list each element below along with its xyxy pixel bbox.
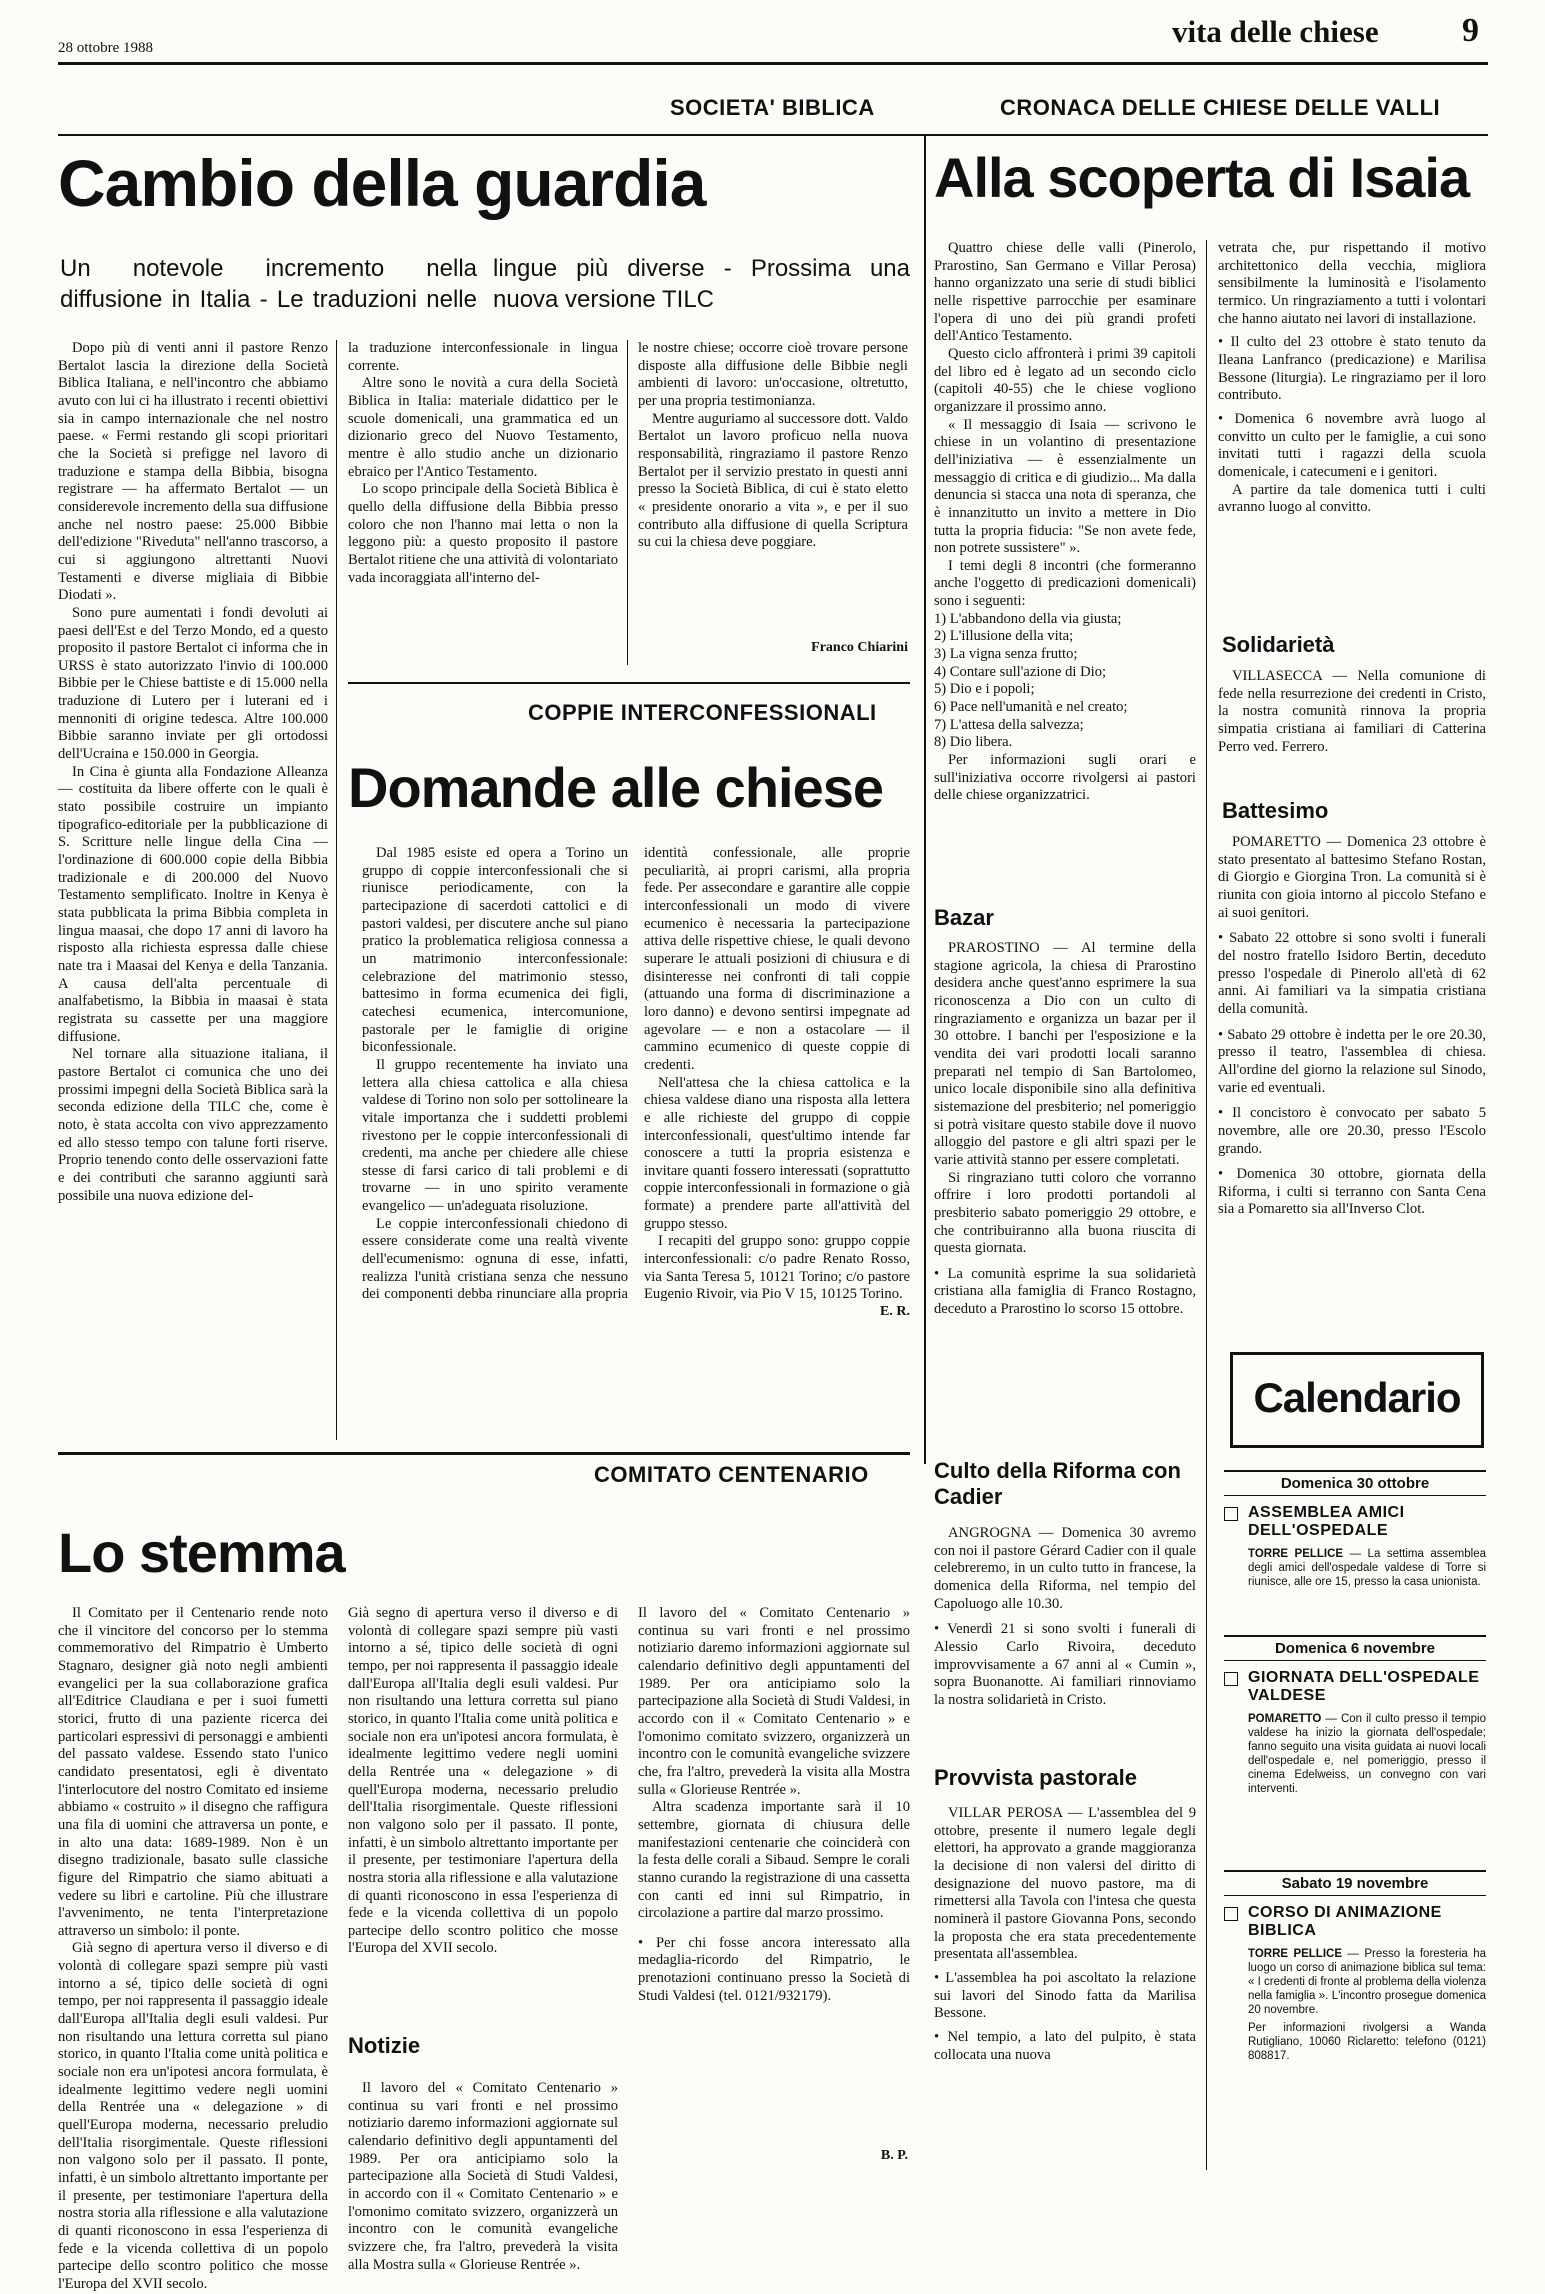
isaia-paragraph: Questo ciclo affronterà i primi 39 capitoli del libro ed è legato ad un secondo ciclo (capitoli 40-55) che le chiese vogliono organizzare il prossimo anno. [934, 345, 1196, 415]
battesimo-paragraph: • Sabato 29 ottobre è indetta per le ore 20.30, presso il teatro, l'assemblea di chiesa. All'ordine del giorno la relazione sul Sinodo, varie ed eventuali. [1218, 1026, 1486, 1096]
article3-col3 [638, 1605, 910, 2115]
event-date: Domenica 6 novembre [1224, 1635, 1486, 1661]
column-divider [627, 340, 628, 665]
list-item: 1) L'abbandono della via giusta; [934, 610, 1122, 627]
solidarieta-paragraph: VILLASECCA — Nella comunione di fede nella resurrezione dei credenti in Cristo, la nostra comunità rinnova la propria simpatia cristiana ai familiari di Catterina Perro ved. Ferrero. [1218, 668, 1486, 755]
article3-paragraph: • Per chi fosse ancora interessato alla medaglia-ricordo del Rimpatrio, le prenotazioni continuano presso la Società di Studi Valdesi (tel. 0121/932179). [638, 1934, 910, 2004]
bazar-paragraph: PRAROSTINO — Al termine della stagione agricola, la chiesa di Prarostino desidera anche quest'anno esprimere la sua riconoscenza a Dio con un culto di ringraziamento e organizza un bazar per il 30 ottobre. I banchi per l'esposizione e la vendita dei vari prodotti locali saranno preparati nel tempio di San Bartolomeo, unico locale disponibile sino alla definitiva sistemazione del presbiterio; nel pomeriggio si potrà visitare questo stabile dove il nuovo alloggio del pastore e gli altri spazi per le varie attività stanno per essere completati. [934, 940, 1196, 1168]
checkbox-icon [1224, 1672, 1238, 1686]
event-text [1224, 1547, 1486, 1589]
article2-body [362, 845, 910, 1430]
battesimo-title: Battesimo [1222, 798, 1329, 823]
event-place: POMARETTO [1248, 1712, 1322, 1725]
event-date: Domenica 30 ottobre [1224, 1470, 1486, 1496]
article3-label: COMITATO CENTENARIO [594, 1462, 869, 1487]
article1-signature: Franco Chiarini [811, 640, 908, 655]
article1-paragraph: le nostre chiese; occorre cioè trovare persone disposte alla diffusione delle Bibbie negli ambienti di lavoro: un'occasione, oltretutto, per una propria testimonianza. [638, 340, 908, 409]
header-rule [58, 62, 1488, 65]
section-label-right: CRONACA DELLE CHIESE DELLE VALLI [1000, 95, 1441, 120]
checkbox-icon [1224, 1907, 1238, 1921]
isaia-paragraph: Per informazioni sugli orari e sull'iniziativa occorre rivolgersi ai pastori delle chiese organizzatrici. [934, 752, 1196, 804]
article3-notizie-text [348, 2080, 618, 2273]
list-item: 6) Pace nell'umanità e nel creato; [934, 699, 1128, 716]
right-col-paragraph: • Il culto del 23 ottobre è stato tenuto da Ileana Lanfranco (predicazione) e Marilisa Bessone (liturgia). Le ringraziamo per il loro contributo. [1218, 334, 1486, 404]
isaia-paragraph: I temi degli 8 incontri (che formeranno anche l'oggetto di predicazioni domenicali) sono i seguenti: [934, 557, 1196, 610]
bazar-paragraph: Si ringraziano tutti coloro che vorranno offrire i loro prodotti portandoli al presbiterio sabato pomeriggio 29 ottobre, e che contribuiranno alla buona riuscita di questa giornata. [934, 1169, 1196, 1257]
culto-paragraph: ANGROGNA — Domenica 30 avremo con noi il pastore Gérard Cadier con il quale celebreremo, in un culto tutto in francese, la domenica della Riforma, nel tempio del Capoluogo alle 10.30. [934, 1525, 1196, 1612]
article3-paragraph: Altra scadenza importante sarà il 10 settembre, giornata di chiusura delle manifestazioni centenarie che coinciderà con la festa delle corali a Sibaud. Sempre le corali stanno curando la registrazione di una cassetta con canti ed inni sul Rimpatrio, in circolazione a partire dal marzo prossimo. [638, 1799, 910, 1922]
page-number: 9 [1462, 12, 1479, 49]
list-item: 4) Contare sull'azione di Dio; [934, 663, 1107, 680]
article3-paragraph: Il lavoro del « Comitato Centenario » continua su vari fronti e nel prossimo notiziario daremo informazioni aggiornate sul calendario definitivo degli appuntamenti del 1989. Per ora anticipiamo solo la partecipazione alla Società di Studi Valdesi, in accordo con il « Comitato Centenario » e l'omonimo comitato svizzero, organizzerà un incontro con le comunità evangeliche svizzere che, fra l'altro, prevederà la visita alla Mostra sulla « Glorieuse Rentrée ». [638, 1605, 910, 1798]
solidarieta-body [1218, 668, 1486, 793]
event-title [1224, 1669, 1486, 1706]
battesimo-paragraph: POMARETTO — Domenica 23 ottobre è stato presentato al battesimo Stefano Rostan, di Giorgio e Giorgina Tron. La comunità si è riunita con gioia intorno al piccolo Stefano e ai suoi genitori. [1218, 834, 1486, 921]
event-title [1224, 1504, 1486, 1541]
culto-body [934, 1525, 1196, 1755]
isaia-paragraph: Quattro chiese delle valli (Pinerolo, Prarostino, San Germano e Villar Perosa) hanno organizzato una serie di studi biblici nelle rispettive parrocchie per esaminare l'opera di uno dei più grandi profeti dell'Antico Testamento. [934, 240, 1196, 345]
right-col-paragraph: • Domenica 6 novembre avrà luogo al convitto un culto per le famiglie, a cui sono invitati tutti i ragazzi della scuola domenicale, i catecumeni e i genitori. [1218, 410, 1486, 480]
culto-title: Culto della Riforma con Cadier [934, 1458, 1181, 1510]
battesimo-paragraph: • Il concistoro è convocato per sabato 5 novembre, alle ore 20.30, presso l'Escolo grando. [1218, 1105, 1486, 1157]
event-title-text: CORSO DI ANIMAZIONE BIBLICA [1248, 1904, 1442, 1940]
right-col-body [1218, 240, 1486, 615]
article3-headline: Lo stemma [58, 1521, 345, 1584]
solidarieta-title: Solidarietà [1222, 632, 1335, 657]
article1-col1 [58, 340, 328, 1435]
provvista-paragraph: • L'assemblea ha poi ascoltato la relazione sui lavori del Sinodo fatta da Marilisa Bessone. [934, 1969, 1196, 2022]
article1-paragraph: Dopo più di venti anni il pastore Renzo Bertalot lascia la direzione della Società Biblica Italiana, e nell'incontro che abbiamo avuto con lui ci ha illustrato i recenti obiettivi sia in campo internazionale che nel nostro paese. « Fermi restando gli scopi prioritari che la Società si prefigge nel lavoro di traduzione e stampa della Bibbia, bisogna registrare — ha affermato Bertalot — un considerevole incremento della sua diffusione anche nel nostro paese: 25.000 Bibbie dell'edizione "Riveduta" nell'anno trascorso, a cui si aggiungono altrettanti Nuovi Testamenti e diverse migliaia di Bibbie Diodati ». [58, 340, 328, 604]
article3-notizie-title: Notizie [348, 2033, 421, 2058]
article1-col3 [638, 340, 908, 632]
article3-paragraph: Il Comitato per il Centenario rende noto che il vincitore del concorso per lo stemma commemorativo del Rimpatrio è Umberto Stagnaro, designer già noto negli ambienti evangelici per la sua collaborazione grafica all'Editrice Claudiana e per i suoi fumetti storici, frutto di una paziente ricerca dei particolari espressivi di personaggi e ambienti del passato valdese. Essendo stato l'unico candidato presentatosi, egli è diventato l'interlocutore del nostro Comitato ed insieme abbiamo « costruito » il disegno che raffigura una fila di uomini che attraversa un ponte, e in alto una data: 1689-1989. Non è un disegno tradizionale, basato sulle classiche figure del Rimpatrio che siamo abituati a vedere su libri e cartoline. Più che illustrare l'avvenimento, ne tenta l'interpretazione attraverso un simbolo: il ponte. [58, 1605, 328, 1939]
article1-paragraph: Nel tornare alla situazione italiana, il pastore Bertalot ci comunica che uno dei prossimi impegni della Società Biblica sarà la seconda edizione della TILC che, come è noto, è stata accolta con vivo apprezzamento ed allo stesso tempo con talune forti riserve. Proprio tenendo conto delle osservazioni fatte e dei contributi che saranno aggiunti sarà possibile una nuova edizione del- [58, 1046, 328, 1204]
article1-paragraph: Sono pure aumentati i fondi devoluti ai paesi dell'Est e del Terzo Mondo, ed a questo proposito il pastore Bertalot ci informa che in URSS è stato autorizzato l'invio di 100.000 Bibbie per le Chiese battiste e di 15.000 nella traduzione di Lutero per i luterani ed i mennoniti di origine tedesca. Altre 100.000 Bibbie saranno inviate per gli ortodossi dell'Ucraina e 150.000 in Georgia. [58, 604, 328, 763]
provvista-body [934, 1805, 1196, 2180]
event-title [1224, 1904, 1486, 1941]
event-title-text: ASSEMBLEA AMICI DELL'OSPEDALE [1248, 1504, 1405, 1540]
list-item: 8) Dio libera. [934, 734, 1013, 751]
article1-col2 [348, 340, 618, 660]
event-text [1224, 1947, 1486, 2017]
calendario-box [1230, 1352, 1484, 1448]
article3-col1 [58, 1605, 328, 2292]
battesimo-body [1218, 834, 1486, 1330]
isaia-headline: Alla scoperta di Isaia [934, 146, 1470, 209]
issue-date: 28 ottobre 1988 [58, 40, 153, 56]
bazar-paragraph: • La comunità esprime la sua solidarietà cristiana alla famiglia di Franco Rostagno, deceduto a Prarostino lo scorso 15 ottobre. [934, 1265, 1196, 1318]
right-col-paragraph: vetrata che, pur rispettando il motivo architettonico della vecchia, migliora sensibilmente la luminosità e l'isolamento termico. Un ringraziamento a tutti i volontari che hanno aiutato nei lavori di installazione. [1218, 240, 1486, 327]
event-description: — La settima assemblea degli amici dell'ospedale valdese di Torre si riunisce, alle ore 15, presso la casa unionista. [1248, 1547, 1486, 1588]
isaia-topic-list [934, 611, 1196, 752]
article2-paragraph: Nell'attesa che la chiesa cattolica e la chiesa valdese diano una risposta alla lettera e alle richieste del gruppo di coppie interconfessionali, quest'ultimo intende far conoscere a tutti la propria esistenza e invitare quanti fossero interessati (soprattutto coppie interconfessionali in formazione o già formate) a prendere parte all'attività del gruppo stesso. [644, 1074, 910, 1232]
article1-paragraph: Mentre auguriamo al successore dott. Valdo Bertalot un lavoro proficuo nella nuova responsabilità, ringraziamo il pastore Renzo Bertalot per il servizio prestato in questi anni presso la Società Biblica, di cui è stato eletto « presidente onorario a vita », e per il suo contributo alla diffusione di quella Scriptura su cui la chiesa deve poggiare. [638, 410, 908, 551]
event-description: — Con il culto presso il tempio valdese ha inizio la giornata dell'ospedale; fanno seguito una visita guidata ai nuovi locali dell'ospedale e, nel pomeriggio, presso il cinema Edelweiss, un convegno con vari interventi. [1248, 1712, 1487, 1795]
battesimo-paragraph: • Sabato 22 ottobre si sono svolti i funerali del nostro fratello Isidoro Bertin, deceduto presso l'ospedale di Pinerolo all'età di 62 anni. Ai familiari va la simpatia cristiana della comunità. [1218, 930, 1486, 1017]
article2-paragraph: I recapiti del gruppo sono: gruppo coppie interconfessionali: c/o padre Renato Rosso, via Santa Teresa 5, 10121 Torino; c/o pastore Eugenio Rivoir, via Pio V 15, 10125 Torino. [644, 1233, 910, 1303]
section-label-left: SOCIETA' BIBLICA [670, 95, 875, 120]
event-date: Sabato 19 novembre [1224, 1870, 1486, 1896]
article2-label: COPPIE INTERCONFESSIONALI [528, 700, 877, 725]
isaia-body [934, 240, 1196, 880]
article2-headline: Domande alle chiese [348, 756, 884, 819]
isaia-paragraph: « Il messaggio di Isaia — scrivono le chiese in un volantino di presentazione dell'iniziativa — è essenzialmente un messaggio di critica e di giudizio... Ma dalla denuncia si stacca una nota di speranza, che è innanzitutto un invito a mettere in Dio tutta la propria fiducia: "Se non avete fede, non potrete sussistere" ». [934, 416, 1196, 557]
battesimo-paragraph: • Domenica 30 ottobre, giornata della Riforma, i culti si terranno con Santa Cena sia a Pomaretto sia all'Inverso Clot. [1218, 1166, 1486, 1218]
article3-paragraph: Già segno di apertura verso il diverso e di volontà di collegare spazi sempre più vasti intorno a sé, tipico delle società di ogni tempo, per noi rappresenta il passaggio ideale dall'Europa all'Italia degli esuli valdesi. Pur non risultando una lettura corretta sul piano storico, in quanto l'Italia come unità politica e sociale non era un'ipotesi ancora formulata, è idealmente legittimo vedere negli uomini della Rentrée una « delegazione » di quell'Europa moderna, necessario preludio dell'Italia risorgimentale. Queste riflessioni non valgono solo per il passato. Il ponte, infatti, è un simbolo altrettanto importante per il presente, per testimoniare l'apertura della nostra storia alla riflessione e alla valutazione di quanti riconoscono in essa l'esperienza di fede e la vicenda collettiva di un popolo partecipe dello scontro politico che mosse l'Europa del XVII secolo. [348, 1605, 618, 1957]
event-description: — Presso la foresteria ha luogo un corso di animazione biblica sul tema: « I credenti di fronte al problema della violenza nella famiglia ». L'incontro prosegue domenica 20 novembre. [1248, 1947, 1486, 2016]
masthead: vita delle chiese [1172, 14, 1379, 49]
list-item: 3) La vigna senza frutto; [934, 646, 1078, 663]
provvista-paragraph: VILLAR PEROSA — L'assemblea del 9 ottobre, presente il numero legale degli elettori, ha approvato a grande maggioranza la decisione di non valersi del diritto di designazione del nuovo pastore, ma di rimettersi alla Tavola con l'intesa che questa nominerà il pastore Giovanna Pons, secondo la proposta che era stata precedentemente presentata all'assemblea. [934, 1805, 1196, 1963]
list-item: 7) L'attesa della salvezza; [934, 716, 1084, 733]
calendar-event-2 [1224, 1635, 1486, 1796]
provvista-title: Provvista pastorale [934, 1765, 1137, 1790]
article3-paragraph: Già segno di apertura verso il diverso e di volontà di collegare spazi sempre più vasti intorno a sé, tipico delle società di ogni tempo, per noi rappresenta il passaggio ideale dall'Europa all'Italia degli esuli valdesi. Pur non risultando una lettura corretta sul piano storico, in quanto l'Italia come unità politica e sociale non era un'ipotesi ancora formulata, è idealmente legittimo vedere negli uomini della Rentrée una « delegazione » di quell'Europa moderna, necessario preludio dell'Italia risorgimentale. Queste riflessioni non valgono solo per il passato. Il ponte, infatti, è un simbolo altrettanto importante per il presente, per testimoniare l'apertura della nostra storia alla riflessione e alla valutazione di quanti riconoscono in essa l'esperienza di fede e la vicenda collettiva di un popolo partecipe dello scontro politico che mosse l'Europa del XVII secolo. [58, 1940, 328, 2292]
event-text [1224, 1712, 1486, 1796]
event-title-text: GIORNATA DELL'OSPEDALE VALDESE [1248, 1669, 1480, 1705]
column-divider [336, 340, 337, 1440]
article3-rule [58, 1452, 910, 1455]
list-item: 2) L'illusione della vita; [934, 628, 1074, 645]
bazar-title: Bazar [934, 905, 994, 930]
article1-paragraph: Lo scopo principale della Società Biblica è quello della diffusione della Bibbia presso coloro che non l'hanno mai letta o non la leggono più: a questo proposito il pastore Bertalot ritiene che una attività di volontariato vada incoraggiata all'interno del- [348, 481, 618, 586]
article2-paragraph: Il gruppo recentemente ha inviato una lettera alla chiesa cattolica e alla chiesa valdese di Torino non solo per sottolineare la vitale importanza che i suddetti problemi rivestono per le coppie interconfessionali di credenti, ma anche per chiedere alle chiese stesse di farsi carico di tali problemi e di trovarne — in uno spirito veramente evangelico — un'adeguata risoluzione. [362, 1056, 628, 1215]
article1-deck: Un notevole incremento nella diffusione in Italia - Le traduzioni nelle lingue più diverse - Prossima una nuova versione TILC [60, 255, 910, 313]
article2-signature: E. R. [880, 1304, 910, 1320]
article1-paragraph: Altre sono le novità a cura della Società Biblica in Italia: materiale didattico per le scuole domenicali, una grammatica ed un dizionario greco del Nuovo Testamento, mentre è allo studio anche un dizionario ebraico per l'Antico Testamento. [348, 375, 618, 480]
event-place: TORRE PELLICE [1248, 1547, 1344, 1560]
section-rule [58, 134, 1488, 136]
right-col-paragraph: A partire da tale domenica tutti i culti avranno luogo al convitto. [1218, 481, 1486, 516]
article3-signature: B. P. [880, 2148, 908, 2163]
article2-paragraph: Dal 1985 esiste ed opera a Torino un gruppo di coppie interconfessionali che si riunisce periodicamente, con la partecipazione di sacerdoti cattolici e di pastori valdesi, per discutere anche sul piano pratico la problematica religiosa connessa a un matrimonio interconfessionale: celebrazione del matrimonio stesso, battesimo in forma ecumenica dei figli, catechesi ecumenica, intercomunione, pastorale per le famiglie di origine biconfessionale. [362, 845, 628, 1056]
right-column-divider [1206, 240, 1207, 2170]
list-item: 5) Dio e i popoli; [934, 681, 1035, 698]
event-contact: Per informazioni rivolgersi a Wanda Rutigliano, 10060 Riclaretto: telefono (0121) 808817. [1248, 2021, 1486, 2062]
article2-rule [348, 682, 910, 684]
event-place: TORRE PELLICE [1248, 1947, 1343, 1960]
calendar-event-3 [1224, 1870, 1486, 2063]
bazar-body [934, 940, 1196, 1440]
article1-paragraph: la traduzione interconfessionale in lingua corrente. [348, 340, 618, 374]
vertical-divider [924, 134, 926, 1464]
culto-paragraph: • Venerdì 21 si sono svolti i funerali di Alessio Carlo Rivoira, deceduto improvvisamente a 67 anni al « Cumin », sopra Buonanotte. Ai familiari rinnoviamo la nostra solidarietà in Cristo. [934, 1621, 1196, 1708]
calendario-title: Calendario [1253, 1374, 1461, 1421]
calendar-event-1 [1224, 1470, 1486, 1589]
article1-paragraph: In Cina è giunta alla Fondazione Alleanza — costituita da libere offerte con le quali è stato possibile costruire un impianto tipografico-editoriale per la pubblicazione di S. Scritture nelle lingue della Cina — l'ordinazione di 600.000 copie della Bibbia tradizionale e di 200.000 del Nuovo Testamento semplificato. Inoltre in Kenya è stata pubblicata la prima Bibbia completa in lingua maasai, che dopo 17 anni di lavoro ha risposto alla richiesta espressa dalle chiese nate tra i Maasai del Kenya e della Tanzania. A causa dell'alta percentuale di analfabetismo, la Bibbia in maasai è stata registrata su cassette per una maggiore diffusione. [58, 763, 328, 1045]
article3-paragraph: Il lavoro del « Comitato Centenario » continua su vari fronti e nel prossimo notiziario daremo informazioni aggiornate sul calendario definitivo degli appuntamenti del 1989. Per ora anticipiamo solo la partecipazione alla Società di Studi Valdesi, in accordo con il « Comitato Centenario » e l'omonimo comitato svizzero, organizzerà un incontro con le comunità evangeliche svizzere che, fra l'altro, prevederà la visita alla Mostra sulla « Glorieuse Rentrée ». [348, 2080, 618, 2273]
provvista-paragraph: • Nel tempio, a lato del pulpito, è stata collocata una nuova [934, 2028, 1196, 2063]
checkbox-icon [1224, 1507, 1238, 1521]
article1-headline: Cambio della guardia [58, 146, 706, 220]
article2-paragraph: Le coppie interconfessionali chiedono di essere considerate come una realtà vivente dell'ecumenismo: ognuna di esse, infatti, realizza l'unità cristiana senza che nessuno dei componenti debba rinunciare alla propria identità confessionale, alle proprie peculiarità, ai propri carismi, alla propria fede. Per assecondare e garantire alle coppie interconfessionali un modo di vivere ecumenico è necessaria la partecipazione attiva delle rispettive chiese, le quali devono superare le attuali posizioni di chiusura e di disinteresse nei confronti di tali coppie (attuando una forma di discriminazione a loro danno) e devono sentirsi impegnate ad agevolare — e non a ostacolare — il cammino ecumenico di queste coppie di credenti. [362, 845, 910, 1303]
